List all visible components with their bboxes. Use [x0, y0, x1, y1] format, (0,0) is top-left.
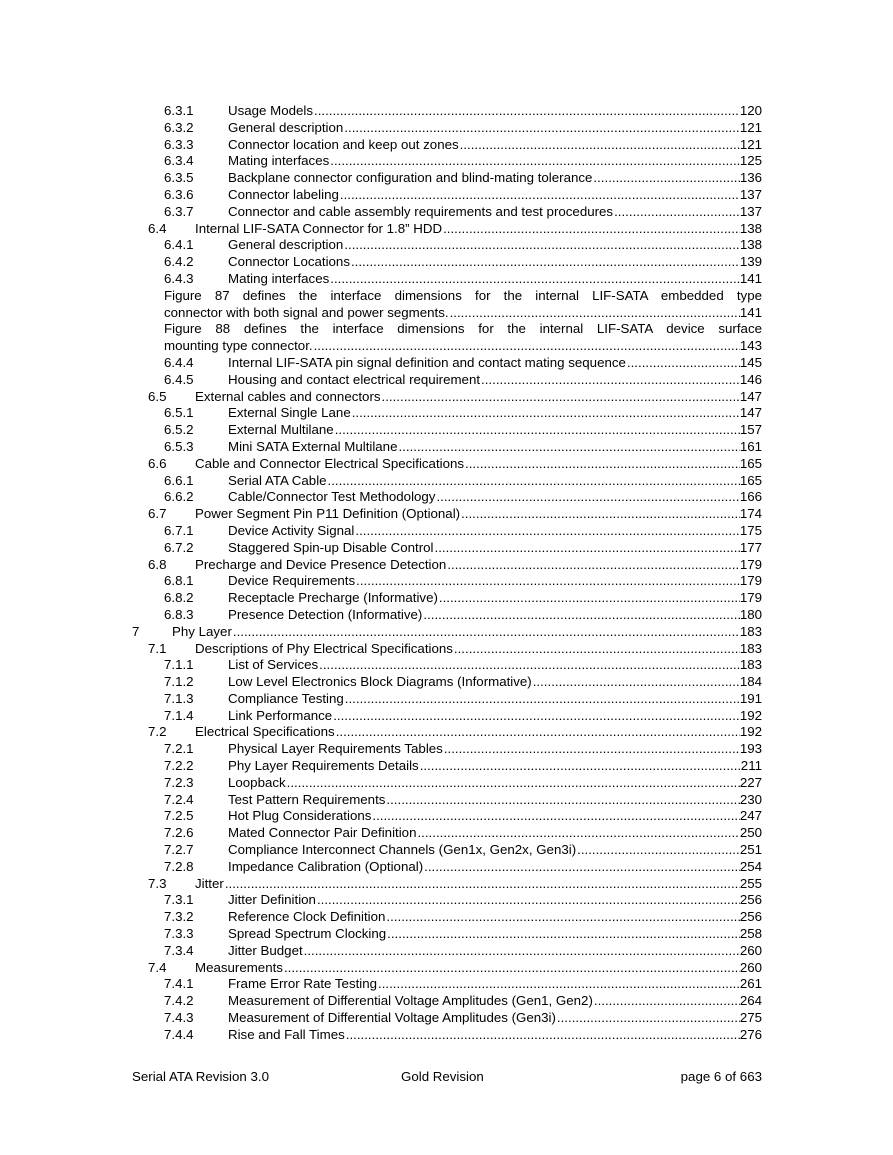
toc-dot-leader — [385, 792, 739, 809]
toc-entry[interactable] — [0, 473, 893, 490]
toc-entry[interactable] — [0, 523, 893, 540]
toc-section-title: Link Performance — [228, 707, 333, 723]
toc-entry[interactable] — [0, 372, 893, 389]
toc-page-number: 184 — [739, 674, 762, 690]
toc-entry[interactable] — [0, 842, 893, 859]
toc-section-number: 6.3.7 — [164, 203, 194, 219]
toc-dot-leader — [459, 137, 740, 154]
toc-section-number: 6.3.3 — [164, 136, 194, 152]
toc-section-title: General description — [228, 119, 344, 135]
toc-dot-leader — [354, 523, 739, 540]
toc-section-number: 6.4.3 — [164, 270, 194, 286]
toc-page-number: 145 — [739, 354, 762, 370]
toc-dot-leader — [316, 892, 740, 909]
toc-section-title: Cable and Connector Electrical Specifications — [195, 455, 465, 471]
toc-page-number: 137 — [739, 186, 762, 202]
toc-section-number: 7.3 — [148, 875, 167, 891]
toc-dot-leader — [381, 389, 740, 406]
toc-section-title: General description — [228, 237, 344, 253]
toc-section-title: External Single Lane — [228, 405, 351, 421]
toc-section-title: List of Services — [228, 657, 319, 673]
toc-entry[interactable] — [0, 993, 893, 1010]
toc-entry[interactable] — [0, 254, 893, 271]
toc-section-number: 6.6.1 — [164, 472, 194, 488]
toc-entry[interactable] — [0, 892, 893, 909]
toc-entry[interactable] — [0, 187, 893, 204]
toc-page-number: 165 — [739, 472, 762, 488]
toc-section-title: Staggered Spin-up Disable Control — [228, 539, 434, 555]
toc-page-number: 166 — [739, 489, 762, 505]
toc-section-number: 7.2.3 — [164, 774, 194, 790]
toc-page-number: 179 — [739, 556, 762, 572]
toc-page-number: 193 — [739, 741, 762, 757]
toc-entry[interactable] — [0, 741, 893, 758]
toc-page-number: 192 — [739, 707, 762, 723]
toc-entry[interactable] — [0, 439, 893, 456]
toc-page-number: 165 — [739, 455, 762, 471]
toc-dot-leader — [303, 943, 740, 960]
footer-revision: Gold Revision — [401, 1069, 484, 1084]
toc-section-title: Compliance Interconnect Channels (Gen1x, Gen2x, Gen3i) — [228, 842, 577, 858]
toc-section-number: 6.8.1 — [164, 573, 194, 589]
toc-section-number: 7.4.1 — [164, 976, 194, 992]
toc-section-number: 6.6.2 — [164, 489, 194, 505]
toc-dot-leader — [422, 607, 739, 624]
toc-entry[interactable] — [0, 137, 893, 154]
toc-entry[interactable] — [0, 926, 893, 943]
toc-entry[interactable] — [0, 724, 893, 741]
toc-dot-leader — [327, 473, 740, 490]
toc-page-number: 120 — [739, 103, 762, 118]
toc-dot-leader — [449, 305, 740, 322]
toc-dot-leader — [313, 103, 740, 120]
toc-page-number: 179 — [739, 590, 762, 606]
toc-section-number: 6.4.2 — [164, 254, 194, 270]
toc-dot-leader — [626, 355, 740, 372]
toc-section-number: 7.1.2 — [164, 674, 194, 690]
toc-page-number: 251 — [739, 842, 762, 858]
toc-page-number: 230 — [739, 791, 762, 807]
toc-entry[interactable] — [0, 540, 893, 557]
toc-section-number: 7 — [132, 623, 140, 639]
toc-section-title: Phy Layer Requirements Details — [228, 758, 419, 774]
toc-section-title: Serial ATA Cable — [228, 472, 327, 488]
toc-dot-leader — [343, 237, 740, 254]
toc-page-number: 183 — [739, 623, 762, 639]
toc-section-number: 6.8.3 — [164, 606, 194, 622]
toc-section-title: Spread Spectrum Clocking — [228, 926, 387, 942]
toc-section-number: 7.2.6 — [164, 825, 194, 841]
toc-section-number: 7.3.1 — [164, 892, 194, 908]
toc-section-number: 7.3.2 — [164, 909, 194, 925]
toc-section-number: 7.2.5 — [164, 808, 194, 824]
toc-dot-leader — [286, 775, 740, 792]
toc-section-number: 6.8.2 — [164, 590, 194, 606]
toc-section-number: 6.3.6 — [164, 186, 194, 202]
toc-entry[interactable] — [0, 775, 893, 792]
toc-dot-leader — [556, 1010, 740, 1027]
toc-page-number: 258 — [739, 926, 762, 942]
toc-section-title: Measurements — [195, 959, 283, 975]
toc-section-title: Cable/Connector Test Methodology — [228, 489, 436, 505]
toc-dot-leader — [332, 708, 740, 725]
toc-page-number: 174 — [739, 506, 762, 522]
toc-page-number: 183 — [739, 657, 762, 673]
toc-entry[interactable] — [0, 1027, 893, 1044]
toc-entry[interactable] — [0, 960, 893, 977]
toc-paragraph-entry[interactable] — [0, 321, 893, 355]
toc-page-number: 138 — [739, 237, 762, 253]
toc-page-number: 121 — [739, 119, 762, 135]
toc-section-title: Phy Layer — [172, 623, 232, 639]
toc-section-number: 7.2 — [148, 724, 167, 740]
toc-entry[interactable] — [0, 103, 893, 120]
toc-section-number: 6.5.1 — [164, 405, 194, 421]
toc-section-title: Internal LIF-SATA Connector for 1.8” HDD — [195, 220, 443, 236]
toc-section-number: 6.5.3 — [164, 438, 194, 454]
toc-section-title: Rise and Fall Times — [228, 1026, 345, 1042]
toc-page-number: 260 — [739, 959, 762, 975]
toc-page-number: 147 — [739, 388, 762, 404]
toc-dot-leader — [453, 641, 740, 658]
toc-section-title: Connector labeling — [228, 186, 339, 202]
toc-section-number: 6.4.4 — [164, 354, 194, 370]
toc-dot-leader — [397, 439, 739, 456]
toc-dot-leader — [592, 170, 739, 187]
toc-section-number: 7.4.3 — [164, 1010, 194, 1026]
toc-entry[interactable] — [0, 590, 893, 607]
toc-entry[interactable] — [0, 204, 893, 221]
toc-dot-leader — [355, 573, 740, 590]
toc-page-number: 136 — [739, 170, 762, 186]
toc-entry[interactable] — [0, 876, 893, 893]
toc-dot-leader — [532, 674, 740, 691]
toc-dot-leader — [438, 590, 740, 607]
toc-entry[interactable] — [0, 909, 893, 926]
toc-page-number: 175 — [739, 522, 762, 538]
toc-section-title: Compliance Testing — [228, 690, 344, 706]
toc-section-number: 7.1.4 — [164, 707, 194, 723]
toc-section-title: Jitter Budget — [228, 942, 303, 958]
toc-entry[interactable] — [0, 607, 893, 624]
toc-dot-leader — [386, 926, 740, 943]
toc-dot-leader — [343, 120, 740, 137]
toc-section-number: 7.2.8 — [164, 858, 194, 874]
toc-section-number: 7.2.1 — [164, 741, 194, 757]
toc-section-title: Connector Locations — [228, 254, 350, 270]
toc-entry[interactable] — [0, 120, 893, 137]
toc-entry[interactable] — [0, 506, 893, 523]
toc-section-title: Test Pattern Requirements — [228, 791, 386, 807]
toc-section-number: 6.7.1 — [164, 522, 194, 538]
toc-section-number: 7.1.3 — [164, 690, 194, 706]
toc-page-number: 192 — [739, 724, 762, 740]
toc-section-title: Physical Layer Requirements Tables — [228, 741, 443, 757]
toc-section-title: Jitter — [195, 875, 224, 891]
toc-section-number: 6.3.4 — [164, 153, 194, 169]
toc-page-number: 255 — [739, 875, 762, 891]
toc-entry[interactable] — [0, 674, 893, 691]
toc-section-title: Jitter Definition — [228, 892, 316, 908]
toc-section-title: Reference Clock Definition — [228, 909, 386, 925]
toc-section-number: 7.4.2 — [164, 993, 194, 1009]
toc-page-number: 250 — [739, 825, 762, 841]
toc-entry[interactable] — [0, 808, 893, 825]
toc-page-number: 191 — [739, 690, 762, 706]
toc-section-title: Low Level Electronics Block Diagrams (Informative) — [228, 674, 532, 690]
toc-entry[interactable] — [0, 859, 893, 876]
toc-entry[interactable] — [0, 389, 893, 406]
toc-entry[interactable] — [0, 489, 893, 506]
toc-section-title: Mated Connector Pair Definition — [228, 825, 417, 841]
toc-entry[interactable] — [0, 1010, 893, 1027]
toc-section-number: 6.4.5 — [164, 371, 194, 387]
toc-section-number: 6.7.2 — [164, 539, 194, 555]
toc-page-number: 276 — [739, 1026, 762, 1042]
toc-section-title: Mating interfaces — [228, 270, 330, 286]
toc-page-number: 141 — [739, 304, 762, 320]
toc-page-number: 183 — [739, 640, 762, 656]
footer-document-title: Serial ATA Revision 3.0 — [132, 1069, 269, 1084]
toc-dot-leader — [329, 271, 740, 288]
toc-dot-leader — [416, 825, 739, 842]
toc-entry[interactable] — [0, 758, 893, 775]
toc-section-title: Connector and cable assembly requirements and test procedures — [228, 203, 614, 219]
toc-section-title: Impedance Calibration (Optional) — [228, 858, 424, 874]
toc-entry[interactable] — [0, 792, 893, 809]
toc-dot-leader — [419, 758, 741, 775]
toc-section-title: Precharge and Device Presence Detection — [195, 556, 447, 572]
toc-section-title: Backplane connector configuration and blind-mating tolerance — [228, 170, 593, 186]
toc-paragraph-line: mounting type connector. — [164, 338, 313, 354]
toc-page-number: 141 — [739, 270, 762, 286]
toc-dot-leader — [377, 976, 740, 993]
toc-section-title: Device Activity Signal — [228, 522, 355, 538]
toc-dot-leader — [443, 741, 740, 758]
toc-dot-leader — [224, 876, 740, 893]
toc-dot-leader — [351, 405, 740, 422]
toc-dot-leader — [464, 456, 740, 473]
toc-page-number: 143 — [739, 338, 762, 354]
toc-entry[interactable] — [0, 691, 893, 708]
footer-page-number: page 6 of 663 — [680, 1069, 762, 1084]
toc-entry[interactable] — [0, 976, 893, 993]
toc-page-number: 146 — [739, 371, 762, 387]
toc-section-number: 7.4.4 — [164, 1026, 194, 1042]
toc-page-number: 139 — [739, 254, 762, 270]
toc-dot-leader — [344, 691, 740, 708]
toc-section-title: Receptacle Precharge (Informative) — [228, 590, 438, 606]
toc-entry[interactable] — [0, 221, 893, 238]
toc-section-number: 7.3.4 — [164, 942, 194, 958]
toc-entry[interactable] — [0, 825, 893, 842]
toc-section-title: Connector location and keep out zones — [228, 136, 459, 152]
toc-section-title: Hot Plug Considerations — [228, 808, 372, 824]
toc-paragraph-line: Figure 87 defines the interface dimensions for the internal LIF-SATA embedded type — [164, 287, 762, 303]
toc-dot-leader — [350, 254, 740, 271]
toc-dot-leader — [313, 338, 740, 355]
toc-dot-leader — [334, 422, 740, 439]
toc-dot-leader — [434, 540, 740, 557]
toc-page-number: 161 — [739, 438, 762, 454]
toc-section-title: Presence Detection (Informative) — [228, 606, 423, 622]
toc-dot-leader — [435, 489, 739, 506]
toc-dot-leader — [593, 993, 740, 1010]
toc-entry[interactable] — [0, 624, 893, 641]
toc-section-title: Mating interfaces — [228, 153, 330, 169]
toc-section-title: Usage Models — [228, 103, 313, 118]
toc-section-number: 7.2.7 — [164, 842, 194, 858]
toc-page-number: 264 — [739, 993, 762, 1009]
toc-dot-leader — [335, 724, 740, 741]
toc-dot-leader — [339, 187, 740, 204]
table-of-contents — [0, 103, 893, 1044]
toc-entry[interactable] — [0, 708, 893, 725]
toc-page-number: 254 — [739, 858, 762, 874]
toc-dot-leader — [480, 372, 740, 389]
toc-page-number: 247 — [739, 808, 762, 824]
toc-section-number: 6.5.2 — [164, 422, 194, 438]
toc-section-title: Power Segment Pin P11 Definition (Optional) — [195, 506, 461, 522]
toc-paragraph-line: connector with both signal and power segments. — [164, 304, 449, 320]
toc-dot-leader — [283, 960, 740, 977]
toc-dot-leader — [446, 557, 740, 574]
toc-dot-leader — [371, 808, 739, 825]
toc-entry[interactable] — [0, 355, 893, 372]
toc-section-number: 6.4.1 — [164, 237, 194, 253]
toc-page-number: 138 — [739, 220, 762, 236]
toc-page-number: 256 — [739, 909, 762, 925]
toc-entry[interactable] — [0, 170, 893, 187]
toc-page-number: 179 — [739, 573, 762, 589]
toc-entry[interactable] — [0, 943, 893, 960]
toc-entry[interactable] — [0, 271, 893, 288]
toc-dot-leader — [345, 1027, 740, 1044]
toc-section-title: External Multilane — [228, 422, 334, 438]
toc-section-number: 7.4 — [148, 959, 167, 975]
toc-section-title: Device Requirements — [228, 573, 356, 589]
toc-entry[interactable] — [0, 405, 893, 422]
toc-page-number: 256 — [739, 892, 762, 908]
toc-entry[interactable] — [0, 153, 893, 170]
toc-section-title: Descriptions of Phy Electrical Specifications — [195, 640, 453, 656]
toc-dot-leader — [460, 506, 740, 523]
toc-dot-leader — [423, 859, 740, 876]
toc-section-title: Frame Error Rate Testing — [228, 976, 378, 992]
toc-page-number: 211 — [740, 758, 762, 774]
toc-dot-leader — [318, 657, 740, 674]
toc-page-number: 125 — [739, 153, 762, 169]
toc-section-number: 6.3.5 — [164, 170, 194, 186]
toc-page-number: 260 — [739, 942, 762, 958]
toc-page-number: 147 — [739, 405, 762, 421]
toc-section-title: Measurement of Differential Voltage Amplitudes (Gen3i) — [228, 1010, 556, 1026]
toc-section-title: Housing and contact electrical requirement — [228, 371, 481, 387]
toc-dot-leader — [385, 909, 739, 926]
toc-section-number: 6.3.2 — [164, 119, 194, 135]
toc-page-number: 261 — [739, 976, 762, 992]
toc-entry[interactable] — [0, 422, 893, 439]
toc-entry[interactable] — [0, 557, 893, 574]
toc-entry[interactable] — [0, 641, 893, 658]
toc-entry[interactable] — [0, 573, 893, 590]
toc-section-number: 6.5 — [148, 388, 167, 404]
toc-section-title: Loopback — [228, 774, 286, 790]
toc-page-number: 227 — [739, 774, 762, 790]
toc-page-number: 180 — [739, 606, 762, 622]
toc-section-title: Electrical Specifications — [195, 724, 335, 740]
toc-section-number: 7.2.4 — [164, 791, 194, 807]
toc-section-number: 6.4 — [148, 220, 167, 236]
toc-dot-leader — [613, 204, 740, 221]
toc-section-title: Internal LIF-SATA pin signal definition and contact mating sequence — [228, 354, 626, 370]
toc-section-title: Measurement of Differential Voltage Amplitudes (Gen1, Gen2) — [228, 993, 593, 1009]
toc-paragraph-entry[interactable] — [0, 288, 893, 322]
toc-entry[interactable] — [0, 456, 893, 473]
toc-section-number: 6.3.1 — [164, 103, 194, 118]
toc-section-number: 7.2.2 — [164, 758, 194, 774]
toc-dot-leader — [232, 624, 740, 641]
toc-page-number: 137 — [739, 203, 762, 219]
toc-entry[interactable] — [0, 657, 893, 674]
toc-page-number: 177 — [739, 539, 762, 555]
toc-dot-leader — [442, 221, 740, 238]
toc-page-number: 275 — [739, 1010, 762, 1026]
toc-entry[interactable] — [0, 237, 893, 254]
toc-dot-leader — [329, 153, 740, 170]
toc-page-number: 157 — [739, 422, 762, 438]
toc-section-number: 7.3.3 — [164, 926, 194, 942]
toc-section-number: 7.1.1 — [164, 657, 194, 673]
toc-section-number: 6.6 — [148, 455, 167, 471]
toc-page-number: 121 — [739, 136, 762, 152]
toc-section-title: Mini SATA External Multilane — [228, 438, 398, 454]
toc-section-number: 6.8 — [148, 556, 167, 572]
toc-dot-leader — [576, 842, 740, 859]
toc-section-number: 7.1 — [148, 640, 167, 656]
toc-section-number: 6.7 — [148, 506, 167, 522]
toc-section-title: External cables and connectors — [195, 388, 381, 404]
toc-paragraph-line: Figure 88 defines the interface dimensions for the internal LIF-SATA device surface — [164, 321, 762, 337]
